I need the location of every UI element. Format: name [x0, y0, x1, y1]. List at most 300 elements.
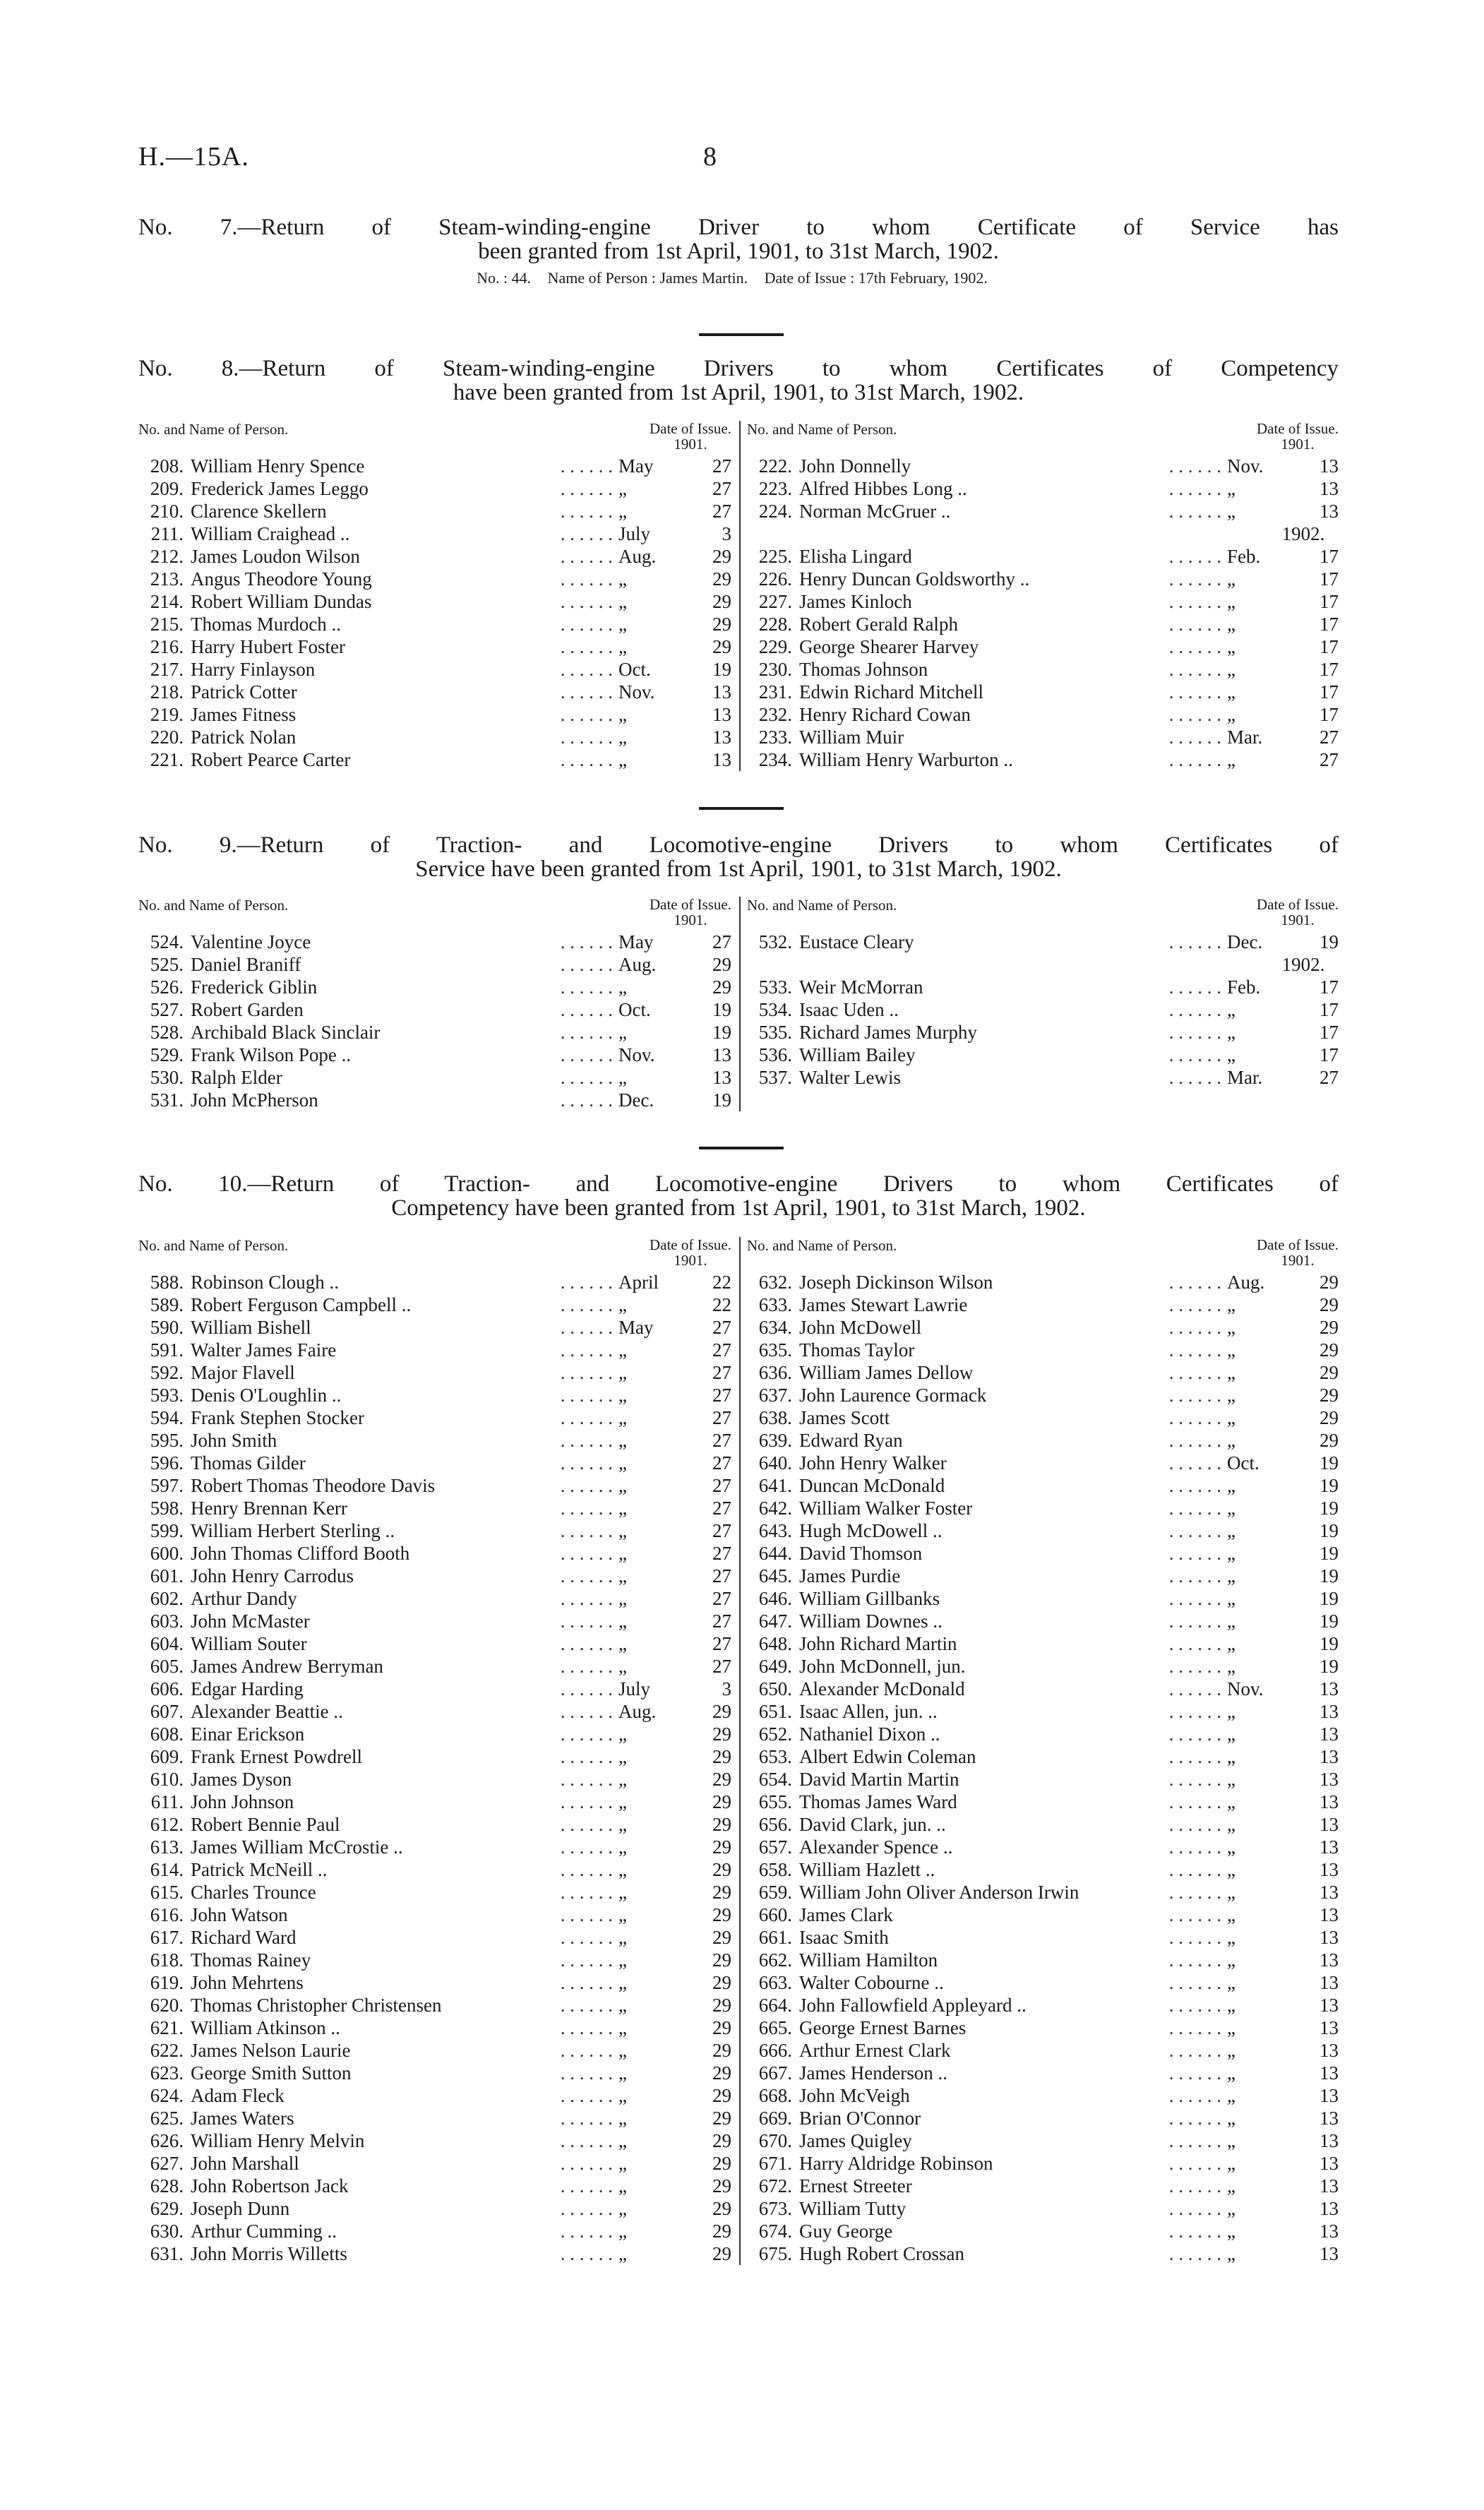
column-header-name: No. and Name of Person.	[138, 1237, 289, 1254]
leader-dots: . . . . . .	[1168, 568, 1221, 590]
entry-number: 214.	[150, 591, 184, 612]
issue-day: 27	[712, 1588, 731, 1609]
issue-month: „	[618, 727, 627, 748]
person-name: George Ernest Barnes	[799, 2017, 967, 2038]
column-header	[747, 1237, 1339, 1271]
issue-day: 27	[712, 1498, 731, 1519]
person-name: Charles Trounce	[191, 1882, 316, 1903]
entry-number: 524.	[150, 931, 184, 952]
issue-month: Nov.	[618, 681, 655, 703]
issue-month: „	[618, 2243, 627, 2264]
leader-dots: . . . . . .	[560, 1972, 613, 1993]
issue-day: 29	[712, 636, 731, 657]
table-row	[138, 455, 731, 477]
person-name: James Stewart Lawrie	[799, 1294, 968, 1315]
entry-number: 526.	[150, 976, 184, 998]
leader-dots: . . . . . .	[560, 2243, 613, 2264]
entry-number: 662.	[758, 1949, 792, 1971]
issue-day: 13	[1320, 1791, 1339, 1812]
person-name: William James Dellow	[799, 1362, 974, 1383]
section-8	[138, 357, 1339, 405]
issue-day: 19	[1320, 1520, 1339, 1541]
issue-month: „	[1227, 2017, 1235, 2038]
leader-dots: . . . . . .	[1168, 1272, 1221, 1293]
table-row	[747, 2107, 1339, 2129]
leader-dots: . . . . . .	[1168, 1656, 1221, 1677]
person-name: Harry Finlayson	[191, 659, 316, 680]
issue-day: 27	[1320, 1067, 1339, 1088]
date-of-issue-label: Date of Issue.	[649, 420, 731, 437]
issue-month: „	[1227, 1723, 1235, 1745]
table-row	[138, 658, 731, 681]
leader-dots: . . . . . .	[560, 2040, 613, 2061]
leader-dots: . . . . . .	[560, 1498, 613, 1519]
issue-day: 17	[1320, 568, 1339, 590]
issue-day: 17	[1320, 614, 1339, 635]
issue-day: 13	[1320, 2108, 1339, 2129]
entry-number: 218.	[150, 681, 184, 703]
date-of-issue-label: Date of Issue.	[1256, 896, 1339, 913]
leader-dots: . . . . . .	[560, 1949, 613, 1971]
person-name: Eustace Cleary	[799, 931, 914, 952]
leader-dots: . . . . . .	[560, 1565, 613, 1586]
leader-dots: . . . . . .	[560, 546, 613, 567]
issue-month: „	[618, 2040, 627, 2061]
leader-dots: . . . . . .	[1168, 1452, 1221, 1474]
issue-month: „	[618, 2062, 627, 2084]
entry-number: 525.	[150, 954, 184, 975]
issue-day: 19	[1320, 931, 1339, 952]
leader-dots: . . . . . .	[560, 1520, 613, 1541]
issue-day: 17	[1320, 591, 1339, 612]
issue-day: 17	[1320, 681, 1339, 703]
entry-number: 658.	[758, 1859, 792, 1880]
leader-dots: . . . . . .	[1168, 2062, 1221, 2084]
person-name: William Henry Melvin	[191, 2130, 365, 2151]
issue-month: „	[618, 704, 627, 725]
person-name: Archibald Black Sinclair	[191, 1022, 381, 1043]
person-name: John McDowell	[799, 1317, 922, 1338]
person-name: Robinson Clough ..	[191, 1272, 340, 1293]
table-row	[138, 1745, 731, 1768]
leader-dots: . . . . . .	[1168, 681, 1221, 703]
person-name: Isaac Uden ..	[799, 999, 899, 1020]
leader-dots: . . . . . .	[560, 1723, 613, 1745]
column-header-date	[650, 421, 731, 452]
person-name: Robert Thomas Theodore Davis	[191, 1475, 436, 1496]
issue-month: „	[1227, 1520, 1235, 1541]
person-name: William Hamilton	[799, 1949, 938, 1971]
leader-dots: . . . . . .	[560, 1701, 613, 1722]
table-row	[747, 1361, 1339, 1384]
person-name: Patrick Nolan	[191, 727, 297, 748]
entry-number: 645.	[758, 1565, 792, 1586]
table-row	[138, 748, 731, 771]
entry-number: 663.	[758, 1972, 792, 1993]
leader-dots: . . . . . .	[560, 1044, 613, 1065]
table-row	[138, 1542, 731, 1565]
person-name: Thomas Gilder	[191, 1452, 306, 1474]
entry-number: 674.	[758, 2221, 792, 2242]
person-name: Robert Pearce Carter	[191, 749, 351, 770]
entry-number: 625.	[150, 2108, 184, 2129]
leader-dots: . . . . . .	[560, 1769, 613, 1790]
entry-number: 656.	[758, 1814, 792, 1835]
person-name: James Scott	[799, 1407, 890, 1428]
table-row	[138, 2039, 731, 2062]
issue-day: 22	[712, 1294, 731, 1315]
entry-number: 589.	[150, 1294, 184, 1315]
issue-day: 27	[712, 1385, 731, 1406]
leader-dots: . . . . . .	[1168, 2130, 1221, 2151]
table-row	[747, 2016, 1339, 2039]
entry-number: 609.	[150, 1746, 184, 1767]
issue-day: 13	[1320, 1769, 1339, 1790]
entry-number: 216.	[150, 636, 184, 657]
issue-day: 29	[712, 2221, 731, 2242]
table-row	[138, 1949, 731, 1971]
person-name: George Smith Sutton	[191, 2062, 352, 2084]
person-name: Thomas Christopher Christensen	[191, 1995, 442, 2016]
issue-month: „	[618, 2085, 627, 2106]
issue-month: Aug.	[618, 546, 657, 567]
entry-number: 592.	[150, 1362, 184, 1383]
table-row	[138, 1066, 731, 1089]
person-name: Arthur Dandy	[191, 1588, 297, 1609]
table-row	[747, 1271, 1339, 1293]
table-row	[138, 1994, 731, 2016]
entry-number: 667.	[758, 2062, 792, 2084]
issue-day: 29	[712, 614, 731, 635]
entry-number: 624.	[150, 2085, 184, 2106]
leader-dots: . . . . . .	[560, 2153, 613, 2174]
entry-number: 528.	[150, 1022, 184, 1043]
table-row	[138, 931, 731, 953]
leader-dots: . . . . . .	[1168, 1723, 1221, 1745]
issue-month: Oct.	[1227, 1452, 1259, 1474]
person-name: Clarence Skellern	[191, 501, 327, 522]
issue-day: 13	[1320, 1972, 1339, 1993]
issue-day: 13	[1320, 1723, 1339, 1745]
issue-month: „	[618, 2153, 627, 2174]
leader-dots: . . . . . .	[560, 1995, 613, 2016]
person-name: William Downes ..	[799, 1610, 943, 1632]
leader-dots: . . . . . .	[1168, 1972, 1221, 1993]
table-row	[747, 455, 1339, 477]
leader-dots: . . . . . .	[560, 727, 613, 748]
entry-number: 221.	[150, 749, 184, 770]
column-divider	[739, 897, 741, 1111]
table-row	[138, 1610, 731, 1632]
leader-dots: . . . . . .	[1168, 749, 1221, 770]
leader-dots: . . . . . .	[1168, 659, 1221, 680]
issue-month: „	[618, 1588, 627, 1609]
divider-rule	[699, 333, 784, 336]
entry-number: 213.	[150, 568, 184, 590]
table-row	[747, 1474, 1339, 1497]
entry-number: 533.	[758, 976, 792, 998]
issue-month: „	[618, 1723, 627, 1745]
person-name: Hugh Robert Crossan	[799, 2243, 964, 2264]
entry-number: 642.	[758, 1498, 792, 1519]
table-row	[138, 568, 731, 590]
entry-number: 669.	[758, 2108, 792, 2129]
issue-month: „	[618, 1656, 627, 1677]
table-row	[747, 568, 1339, 590]
column-header	[138, 421, 731, 455]
leader-dots: . . . . . .	[1168, 1044, 1221, 1065]
issue-month: „	[1227, 1565, 1235, 1586]
table-row	[138, 2242, 731, 2265]
leader-dots: . . . . . .	[1168, 727, 1221, 748]
entry-number: 603.	[150, 1610, 184, 1632]
person-name: James Waters	[191, 2108, 294, 2129]
person-name: Robert Bennie Paul	[191, 1814, 340, 1835]
table-row	[747, 1044, 1339, 1066]
person-name: Walter James Faire	[191, 1339, 337, 1361]
entry-number: 217.	[150, 659, 184, 680]
leader-dots: . . . . . .	[1168, 1520, 1221, 1541]
table-row	[138, 2062, 731, 2084]
person-name: Nathaniel Dixon ..	[799, 1723, 940, 1745]
entry-number: 229.	[758, 636, 792, 657]
column-header-date	[1257, 1237, 1339, 1268]
issue-day: 29	[712, 2062, 731, 2084]
issue-month: „	[1227, 2108, 1235, 2129]
person-name: James Kinloch	[799, 591, 912, 612]
issue-month: „	[618, 478, 627, 499]
table-row	[747, 2129, 1339, 2152]
issue-day: 19	[712, 1089, 731, 1111]
issue-day: 27	[712, 1317, 731, 1338]
leader-dots: . . . . . .	[560, 1089, 613, 1111]
entry-number: 230.	[758, 659, 792, 680]
issue-day: 29	[1320, 1362, 1339, 1383]
issue-month: „	[618, 2198, 627, 2219]
person-name: Weir McMorran	[799, 976, 923, 998]
issue-month: „	[1227, 999, 1235, 1020]
person-name: Norman McGruer ..	[799, 501, 951, 522]
person-name: Henry Richard Cowan	[799, 704, 971, 725]
issue-day: 29	[712, 2017, 731, 2038]
table-row	[747, 1066, 1339, 1089]
table-row	[138, 545, 731, 568]
issue-month: „	[618, 1565, 627, 1586]
entry-number: 632.	[758, 1272, 792, 1293]
entry-number: 631.	[150, 2243, 184, 2264]
table-row	[747, 1678, 1339, 1700]
issue-day: 19	[1320, 1610, 1339, 1632]
year-label: 1901.	[1281, 1252, 1315, 1269]
issue-day: 13	[1320, 455, 1339, 477]
person-name: James Purdie	[799, 1565, 901, 1586]
entry-number: 633.	[758, 1294, 792, 1315]
leader-dots: . . . . . .	[560, 501, 613, 522]
table-row	[747, 1881, 1339, 1904]
entry-number: 225.	[758, 546, 792, 567]
issue-month: April	[618, 1272, 659, 1293]
leader-dots: . . . . . .	[560, 1272, 613, 1293]
leader-dots: . . . . . .	[1168, 1067, 1221, 1088]
issue-month: „	[618, 1543, 627, 1564]
issue-month: Nov.	[618, 1044, 655, 1065]
issue-month: „	[1227, 1498, 1235, 1519]
person-name: Duncan McDonald	[799, 1475, 945, 1496]
table-row	[747, 1452, 1339, 1474]
table-row	[747, 1587, 1339, 1610]
table-row	[747, 1994, 1339, 2016]
leader-dots: . . . . . .	[1168, 2017, 1221, 2038]
leader-dots: . . . . . .	[1168, 1791, 1221, 1812]
issue-month: „	[1227, 1294, 1235, 1315]
table-row	[138, 1723, 731, 1745]
person-name: John Mehrtens	[191, 1972, 304, 1993]
issue-day: 13	[1320, 1949, 1339, 1971]
issue-day: 13	[1320, 1746, 1339, 1767]
leader-dots: . . . . . .	[1168, 2085, 1221, 2106]
entry-number: 657.	[758, 1836, 792, 1858]
issue-day: 29	[712, 1769, 731, 1790]
issue-day: 29	[712, 1882, 731, 1903]
entry-number: 227.	[758, 591, 792, 612]
entry-number: 672.	[758, 2175, 792, 2197]
issue-day: 27	[712, 1656, 731, 1677]
issue-day: 13	[1320, 1882, 1339, 1903]
person-name: John Laurence Gormack	[799, 1385, 987, 1406]
issue-day: 13	[1320, 1995, 1339, 2016]
person-name: William Muir	[799, 727, 904, 748]
entry-number: 599.	[150, 1520, 184, 1541]
entry-number: 623.	[150, 2062, 184, 2084]
leader-dots: . . . . . .	[560, 1791, 613, 1812]
issue-month: „	[618, 591, 627, 612]
entry-number: 606.	[150, 1678, 184, 1699]
person-name: David Thomson	[799, 1543, 923, 1564]
issue-month: Mar.	[1227, 1067, 1263, 1088]
issue-day: 27	[712, 1633, 731, 1654]
issue-day: 27	[712, 1475, 731, 1496]
table-row	[747, 681, 1339, 703]
issue-month: Oct.	[618, 659, 651, 680]
table-row	[138, 1881, 731, 1904]
table-row	[138, 726, 731, 748]
person-name: Thomas Rainey	[191, 1949, 311, 1971]
leader-dots: . . . . . .	[560, 2198, 613, 2219]
person-name: Alexander Spence ..	[799, 1836, 953, 1858]
person-name: Harry Aldridge Robinson	[799, 2153, 993, 2174]
issue-day: 27	[712, 1610, 731, 1632]
issue-month: „	[1227, 1769, 1235, 1790]
entry-number: 620.	[150, 1995, 184, 2016]
year-label: 1901.	[1281, 912, 1315, 928]
entry-number: 673.	[758, 2198, 792, 2219]
table-row	[138, 1044, 731, 1066]
leader-dots: . . . . . .	[1168, 1407, 1221, 1428]
person-name: Frederick James Leggo	[191, 478, 369, 499]
entry-number: 615.	[150, 1882, 184, 1903]
issue-month: „	[618, 1746, 627, 1767]
issue-day: 19	[1320, 1588, 1339, 1609]
table-row	[138, 1813, 731, 1836]
issue-day: 29	[1320, 1407, 1339, 1428]
leader-dots: . . . . . .	[1168, 1588, 1221, 1609]
table-row	[138, 1904, 731, 1926]
issue-day: 27	[712, 1543, 731, 1564]
entry-number: 621.	[150, 2017, 184, 2038]
table-row	[138, 1021, 731, 1044]
leader-dots: . . . . . .	[1168, 931, 1221, 952]
leader-dots: . . . . . .	[1168, 1995, 1221, 2016]
leader-dots: . . . . . .	[560, 1362, 613, 1383]
leader-dots: . . . . . .	[1168, 501, 1221, 522]
table-row	[747, 545, 1339, 568]
entry-number: 534.	[758, 999, 792, 1020]
entry-number: 215.	[150, 614, 184, 635]
issue-month: „	[1227, 1362, 1235, 1383]
entry-number: 638.	[758, 1407, 792, 1428]
table-row	[138, 1271, 731, 1293]
leader-dots: . . . . . .	[560, 1475, 613, 1496]
person-name: Hugh McDowell ..	[799, 1520, 943, 1541]
issue-month: „	[1227, 1430, 1235, 1451]
issue-day: 13	[1320, 2062, 1339, 2084]
entry-number: 654.	[758, 1769, 792, 1790]
column-header-name: No. and Name of Person.	[747, 1237, 897, 1254]
issue-month: „	[618, 1814, 627, 1835]
year-label: 1901.	[674, 436, 707, 453]
issue-month: Aug.	[618, 1701, 657, 1722]
year-subheading	[747, 522, 1339, 545]
issue-day: 13	[712, 1067, 731, 1088]
issue-month: „	[1227, 2062, 1235, 2084]
issue-day: 27	[712, 455, 731, 477]
entry-number: 212.	[150, 546, 184, 567]
issue-month: May	[618, 931, 654, 952]
table-row	[138, 2175, 731, 2197]
table-row	[747, 500, 1339, 522]
issue-day: 29	[1320, 1317, 1339, 1338]
table-row	[138, 1497, 731, 1519]
person-name: Frederick Giblin	[191, 976, 318, 998]
leader-dots: . . . . . .	[1168, 1475, 1221, 1496]
issue-day: 13	[1320, 1904, 1339, 1925]
entry-number: 636.	[758, 1362, 792, 1383]
person-name: Richard James Murphy	[799, 1022, 977, 1043]
column-header-date	[650, 1237, 731, 1268]
section-10-title: No. 10.—Return of Traction- and Locomotive-engine Drivers to whom Certificates of	[138, 1171, 1339, 1197]
leader-dots: . . . . . .	[560, 2062, 613, 2084]
issue-month: „	[1227, 1995, 1235, 2016]
year-value: 1902.	[1281, 954, 1325, 975]
entry-number: 226.	[758, 568, 792, 590]
section-8-subtitle: have been granted from 1st April, 1901, to 31st March, 1902.	[453, 380, 1024, 405]
issue-day: 3	[722, 1678, 731, 1699]
leader-dots: . . . . . .	[1168, 591, 1221, 612]
entry-number: 219.	[150, 704, 184, 725]
issue-month: Dec.	[618, 1089, 654, 1111]
table-row	[747, 2062, 1339, 2084]
table-row	[138, 976, 731, 998]
leader-dots: . . . . . .	[1168, 2153, 1221, 2174]
issue-day: 13	[1320, 1859, 1339, 1880]
person-name: John Robertson Jack	[191, 2175, 349, 2197]
entry-number: 630.	[150, 2221, 184, 2242]
table-row	[747, 1836, 1339, 1858]
issue-day: 22	[712, 1272, 731, 1293]
table-row	[138, 2220, 731, 2242]
issue-day: 3	[722, 523, 731, 544]
leader-dots: . . . . . .	[560, 591, 613, 612]
